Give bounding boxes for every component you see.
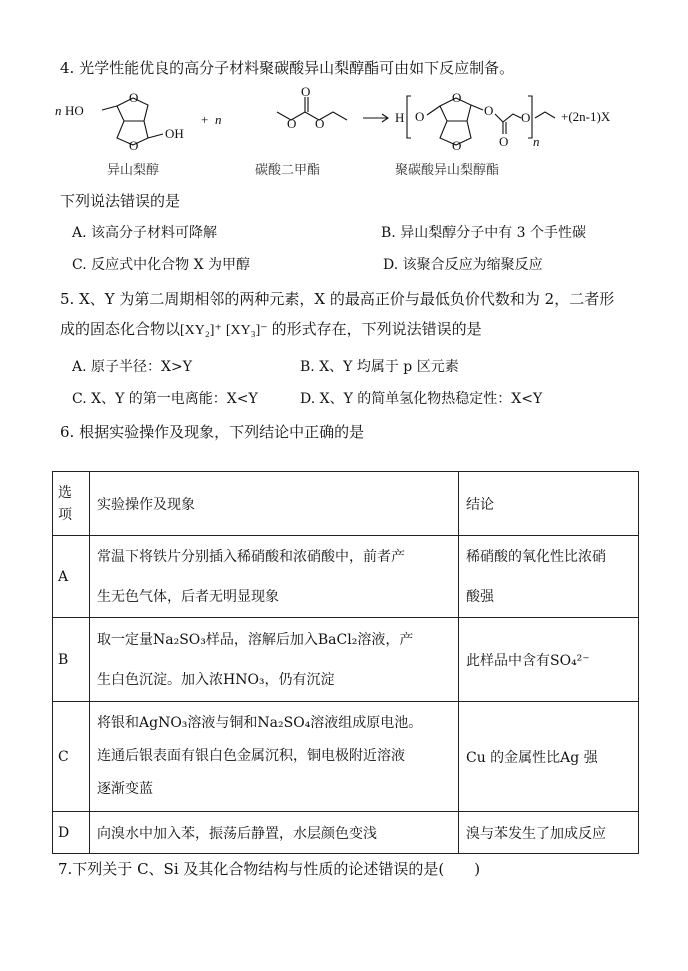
reactant1-ho-group: HO: [65, 103, 84, 118]
row-d-procedure: 向溴水中加入苯，振荡后静置，水层颜色变浅: [90, 812, 459, 854]
label-polycarbonate: 聚碳酸异山梨醇酯: [395, 163, 500, 178]
table-row: [53, 702, 639, 812]
row-b-conclusion: 此样品中含有SO₄²⁻: [459, 618, 639, 702]
row-b-option: B: [53, 618, 90, 702]
product-oxygen-left: O: [415, 109, 425, 124]
label-isosorbide: 异山梨醇: [107, 163, 160, 178]
q5-stem-line2: [60, 318, 482, 339]
q6-stem: 6. 根据实验操作及现象，下列结论中正确的是: [60, 423, 365, 441]
q4-option-b: B. 异山梨醇分子中有 3 个手性碳: [381, 225, 586, 241]
conclusion-line: 酸强: [466, 588, 494, 605]
carbonate-oxygen-right: O: [315, 116, 325, 131]
q5-option-b: B. X、Y 均属于 p 区元素: [300, 359, 459, 375]
formula-anion: [XY₃]⁻: [225, 323, 268, 338]
row-a-conclusion: [459, 536, 639, 618]
q4-option-c: C. 反应式中化合物 X 为甲醇: [72, 257, 250, 273]
product-carbonyl-oxygen: O: [499, 134, 509, 149]
reactant1-oh-group: OH: [165, 126, 184, 141]
reactant2-coefficient: n: [215, 112, 222, 127]
plus-sign: +: [201, 112, 209, 127]
experiment-table: [52, 471, 639, 854]
product-h-end: H: [395, 110, 405, 125]
row-d-conclusion: 溴与苯发生了加成反应: [459, 812, 639, 854]
table-row: [53, 812, 639, 854]
table-header-row: [53, 472, 639, 536]
product-oxygen-right: O: [484, 103, 494, 118]
header-procedure: 实验操作及现象: [90, 472, 459, 536]
product-byproduct: +(2n-1)X: [561, 109, 611, 124]
table-row: [53, 618, 639, 702]
product-oxygen-end: O: [521, 110, 531, 125]
reaction-scheme: [55, 84, 611, 180]
procedure-line: 生无色气体，后者无明显现象: [97, 588, 279, 605]
row-a-procedure: [90, 536, 459, 618]
q5-option-a: A. 原子半径：X>Y: [72, 359, 192, 375]
header-conclusion: 结论: [459, 472, 639, 536]
product-ring-oxygen-bottom: O: [452, 138, 462, 153]
q5-stem-line1: 5. X、Y 为第二周期相邻的两种元素，X 的最高正价与最低负价代数和为 2，二者形: [60, 290, 615, 308]
row-c-option: C: [53, 702, 90, 812]
q4-question: 下列说法错误的是: [60, 192, 181, 210]
reactant1-coefficient: n: [55, 103, 62, 118]
table-row: [53, 536, 639, 618]
q5-line2-end: 的形式存在，下列说法错误的是: [271, 320, 482, 338]
q5-line2-start: 成的固态化合物以: [60, 320, 181, 338]
procedure-line: 生白色沉淀。加入浓HNO₃，仍有沉淀: [97, 671, 335, 688]
procedure-line: 连通后银表面有银白色金属沉积，铜电极附近溶液: [97, 748, 405, 764]
procedure-line: 取一定量Na₂SO₃样品，溶解后加入BaCl₂溶液，产: [97, 631, 414, 648]
row-c-procedure: [90, 702, 459, 812]
formula-cation: [XY₂]⁺: [180, 323, 222, 338]
q4-stem: 4. 光学性能优良的高分子材料聚碳酸异山梨醇酯可由如下反应制备。: [60, 59, 515, 77]
label-dimethyl-carbonate: 碳酸二甲酯: [255, 163, 321, 178]
procedure-line: 常温下将铁片分别插入稀硝酸和浓硝酸中，前者产: [97, 548, 405, 565]
q4-option-d: D. 该聚合反应为缩聚反应: [383, 257, 543, 273]
conclusion-line: 稀硝酸的氧化性比浓硝: [466, 548, 606, 565]
q4-option-a: A. 该高分子材料可降解: [72, 225, 218, 241]
q5-option-c: C. X、Y 的第一电离能：X<Y: [72, 391, 258, 407]
header-option: 选项: [53, 472, 90, 536]
procedure-line: 将银和AgNO₃溶液与铜和Na₂SO₄溶液组成原电池。: [97, 715, 423, 731]
ring-oxygen-top: O: [129, 90, 139, 105]
procedure-line: 逐渐变蓝: [97, 781, 153, 797]
row-a-option: A: [53, 536, 90, 618]
carbonate-oxygen-top: O: [301, 84, 311, 99]
ring-oxygen-bottom: O: [129, 138, 139, 153]
product-repeat-n: n: [533, 134, 540, 149]
row-b-procedure: [90, 618, 459, 702]
q7-stem: 7.下列关于 C、Si 及其化合物结构与性质的论述错误的是( ): [58, 860, 481, 878]
carbonate-oxygen-left: O: [287, 116, 297, 131]
q5-option-d: D. X、Y 的简单氢化物热稳定性：X<Y: [300, 391, 543, 407]
row-d-option: D: [53, 812, 90, 854]
product-ring-oxygen-top: O: [452, 90, 462, 105]
row-c-conclusion: Cu 的金属性比Ag 强: [459, 702, 639, 812]
